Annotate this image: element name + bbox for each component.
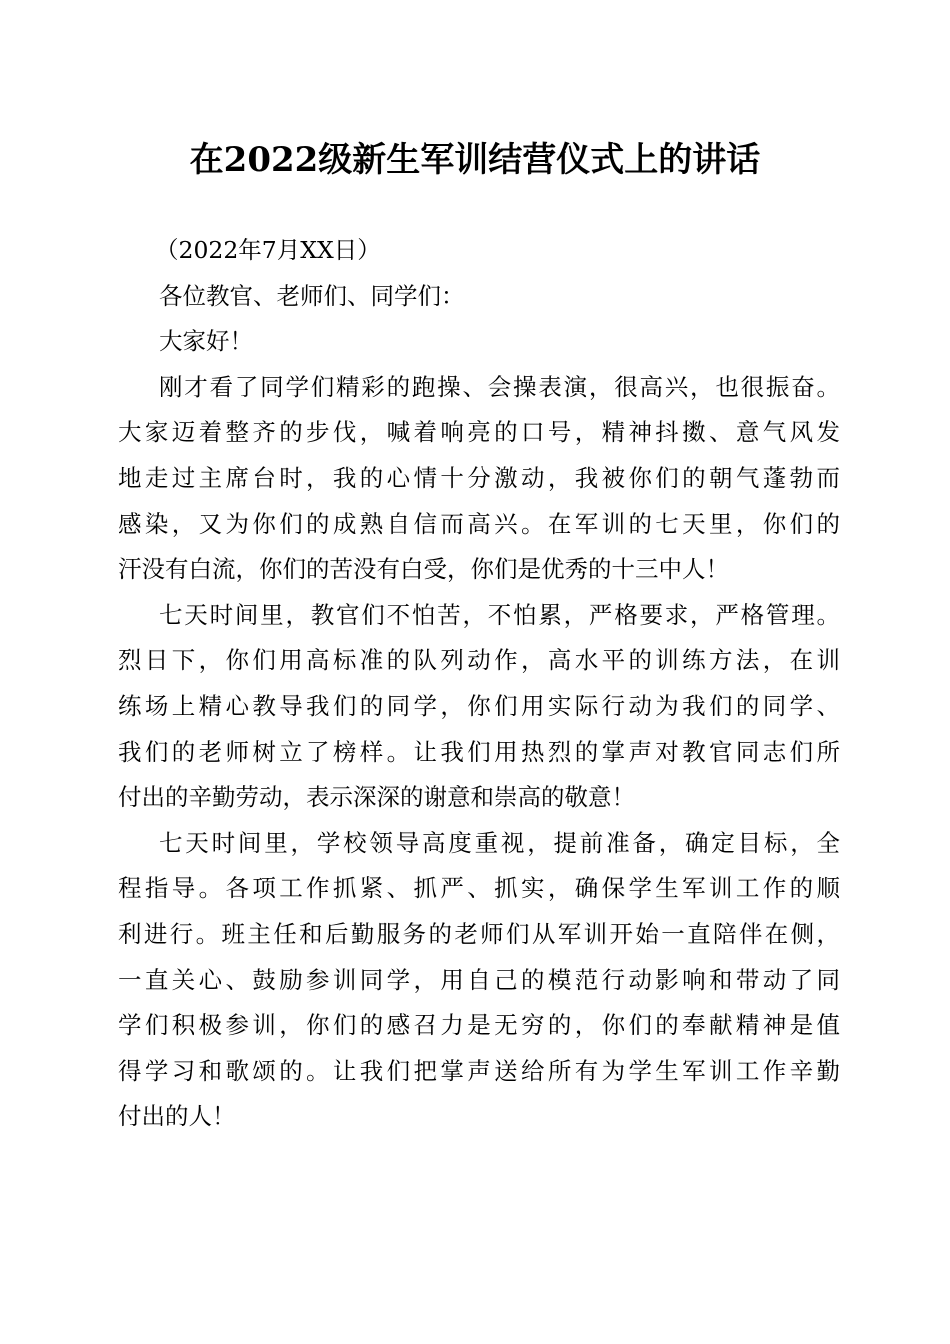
paragraph-line: 得学习和歌颂的。让我们把掌声送给所有为学生军训工作辛勤: [118, 1056, 840, 1085]
paragraph-line: 利进行。班主任和后勤服务的老师们从军训开始一直陪伴在侧，: [118, 919, 840, 948]
paragraph-line: 刚才看了同学们精彩的跑操、会操表演，很高兴，也很振奋。: [159, 372, 840, 401]
paragraph-line: 一直关心、鼓励参训同学，用自己的模范行动影响和带动了同: [118, 965, 840, 994]
paragraph-2: [118, 593, 840, 821]
paragraph-line: 付出的辛勤劳动，表示深深的谢意和崇高的敬意！: [118, 783, 635, 812]
salutation: 各位教官、老师们、同学们：: [159, 281, 465, 310]
greeting: 大家好！: [159, 327, 253, 356]
paragraph-line: 七天时间里，教官们不怕苦，不怕累，严格要求，严格管理。: [159, 600, 840, 629]
document-title: 在2022级新生军训结营仪式上的讲话: [189, 140, 761, 180]
speech-date: （2022年7月XX日）: [155, 236, 381, 264]
paragraph-line: 我们的老师树立了榜样。让我们用热烈的掌声对教官同志们所: [118, 737, 840, 766]
paragraph-line: 七天时间里，学校领导高度重视，提前准备，确定目标，全: [159, 828, 840, 857]
paragraph-line: 汗没有白流，你们的苦没有白受，你们是优秀的十三中人！: [118, 555, 729, 584]
paragraph-3: [118, 821, 840, 1140]
paragraph-line: 学们积极参训，你们的感召力是无穷的，你们的奉献精神是值: [118, 1011, 840, 1040]
paragraph-line: 大家迈着整齐的步伐，喊着响亮的口号，精神抖擞、意气风发: [118, 418, 840, 447]
paragraph-line: 烈日下，你们用高标准的队列动作，高水平的训练方法，在训: [118, 646, 840, 675]
paragraph-line: 感染，又为你们的成熟自信而高兴。在军训的七天里，你们的: [118, 509, 840, 538]
document-body: [118, 228, 840, 1140]
paragraph-line: 付出的人！: [118, 1102, 236, 1131]
paragraph-1: [118, 365, 840, 593]
paragraph-line: 地走过主席台时，我的心情十分激动，我被你们的朝气蓬勃而: [118, 463, 840, 492]
paragraph-line: 程指导。各项工作抓紧、抓严、抓实，确保学生军训工作的顺: [118, 874, 840, 903]
paragraph-line: 练场上精心教导我们的同学，你们用实际行动为我们的同学、: [118, 691, 840, 720]
